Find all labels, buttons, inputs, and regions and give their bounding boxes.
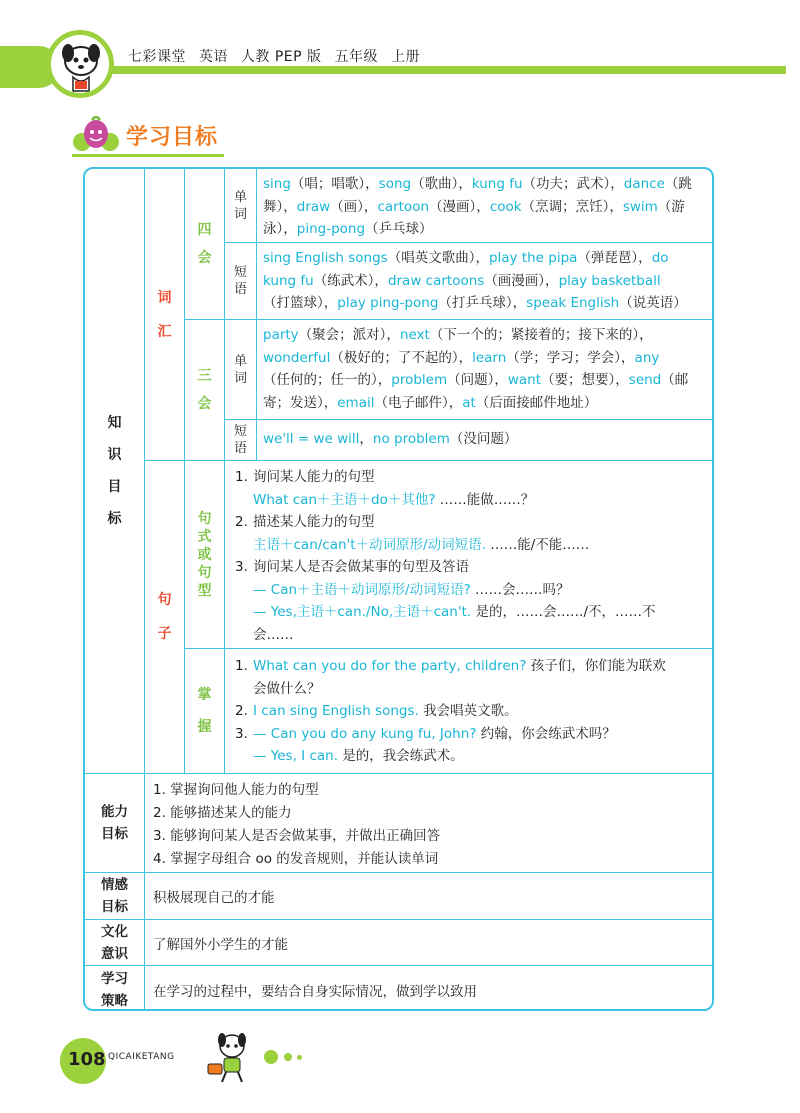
item-title: 描述某人能力的句型 — [253, 514, 375, 530]
word: play the pipa — [488, 250, 578, 266]
text-line — [263, 347, 704, 370]
item-number: 2. — [235, 703, 248, 719]
gloss: ……会……吗？ — [470, 581, 570, 598]
knowledge-goal-label — [85, 169, 145, 774]
gloss: （唱英文歌曲）， — [387, 250, 489, 266]
words-label-four — [225, 169, 257, 243]
word: do — [651, 250, 669, 266]
gloss: 是的，我会练武术。 — [337, 748, 464, 764]
footer-dot-medium — [284, 1053, 292, 1061]
gloss: ……能/不能…… — [485, 536, 590, 553]
gloss: （没问题） — [449, 431, 518, 447]
word: draw cartoons — [387, 272, 485, 289]
footer-brand: QICAIKETANG — [108, 1052, 175, 1062]
text-line — [235, 534, 704, 557]
text-line — [235, 601, 704, 624]
label-char: 单 — [233, 189, 247, 205]
text-line — [263, 173, 704, 196]
word: play ping-pong — [337, 295, 439, 311]
label-char: 会 — [197, 396, 212, 412]
item-number: 3. — [235, 725, 248, 742]
gloss: （极好的；了不起的）， — [330, 349, 473, 366]
emotion-goal-label — [85, 873, 145, 920]
gloss: 我会唱英文歌。 — [418, 703, 518, 719]
gloss: （练武术）， — [313, 272, 388, 289]
text-line — [263, 218, 704, 241]
word: cartoon — [377, 198, 430, 215]
gloss: （打乒乓球）， — [438, 295, 527, 311]
gloss: （问题）， — [447, 372, 508, 388]
word: swim — [622, 198, 658, 215]
gloss: （烹调；烹饪）， — [521, 198, 623, 215]
text-line — [235, 723, 704, 746]
label-char: 汇 — [157, 323, 172, 340]
text-line — [235, 466, 704, 489]
item-title: 询问某人是否会做某事的句型及答语 — [253, 559, 469, 575]
header-band — [0, 66, 786, 74]
phrases-label-three — [225, 420, 257, 461]
mastery-content — [225, 649, 712, 774]
gloss: （唱；唱歌）， — [290, 176, 379, 192]
label-char: 词 — [233, 206, 247, 222]
word: email — [337, 394, 375, 411]
text-line — [263, 369, 704, 392]
word: send — [628, 372, 662, 388]
text-line — [235, 511, 704, 534]
sentence-label — [145, 461, 185, 774]
gloss: （后面接邮件地址） — [475, 394, 598, 411]
word: problem — [391, 372, 448, 388]
text-line — [263, 324, 704, 347]
gloss: （学；学习；学会）， — [506, 349, 635, 366]
label-line: 情感 — [101, 877, 128, 893]
label-line: 目标 — [101, 826, 128, 842]
gloss: 约翰，你会练武术吗？ — [476, 725, 616, 742]
learning-strategy-content — [145, 966, 712, 1011]
text-line — [235, 678, 704, 701]
gloss: （画漫画）， — [484, 272, 559, 289]
vocabulary-label — [145, 169, 185, 461]
label-line: 目标 — [101, 899, 128, 915]
gloss: ， — [359, 431, 373, 447]
text-line — [235, 489, 704, 512]
four-skills-words — [257, 169, 712, 243]
strategy-text: 在学习的过程中，要结合自身实际情况，做到学以致用 — [153, 983, 477, 1000]
ability-item: 3. 能够询问某人是否会做某事，并做出正确回答 — [153, 828, 441, 844]
label-char: 语 — [233, 441, 247, 456]
sentence: — Yes, I can. — [253, 748, 338, 764]
emotion-goal-content — [145, 873, 712, 920]
label-char: 语 — [233, 282, 247, 297]
word: learn — [472, 349, 507, 366]
footer-dot-large — [264, 1050, 278, 1064]
ability-item: 2. 能够描述某人的能力 — [153, 805, 292, 821]
header-grade: 五年级 — [334, 49, 378, 65]
header-edition: 人教 PEP 版 — [240, 49, 322, 65]
title-underline — [72, 154, 224, 157]
word: at — [462, 394, 476, 411]
word: sing English songs — [263, 250, 388, 266]
item-title: 询问某人能力的句型 — [253, 469, 375, 485]
label-line: 能力 — [101, 804, 128, 820]
section-title-block — [72, 114, 226, 156]
word: any — [634, 349, 660, 366]
word: draw — [296, 198, 331, 215]
gloss: 寄；发送）， — [263, 394, 338, 411]
gloss: 是的，……会……/不，……不 — [471, 604, 656, 620]
item-number: 3. — [235, 559, 248, 575]
culture-awareness-content — [145, 920, 712, 966]
gloss: 孩子们，你们能为联欢 — [526, 658, 666, 674]
gloss: （歌曲）， — [411, 176, 472, 192]
word: kung fu — [471, 176, 523, 192]
item-number: 1. — [235, 658, 248, 674]
label-char: 句 — [157, 592, 172, 608]
label-char: 式 — [197, 528, 212, 545]
gloss: （聚会；派对）， — [298, 327, 400, 343]
text-line — [235, 579, 704, 602]
three-skills-label — [185, 320, 225, 461]
gloss: （弹琵琶）， — [577, 250, 652, 266]
text-line — [235, 655, 704, 678]
sentence: — Can you do any kung fu, John? — [253, 725, 477, 742]
emotion-text: 积极展现自己的才能 — [153, 890, 275, 906]
word: dance — [623, 176, 665, 192]
gloss: （跳 — [664, 176, 692, 192]
label-char: 识 — [107, 447, 122, 463]
culture-awareness-label — [85, 920, 145, 966]
gloss: （邮 — [661, 372, 689, 388]
gloss: ……能做……？ — [435, 491, 535, 508]
section-title: 学习目标 — [126, 125, 219, 150]
mastery-label — [185, 649, 225, 774]
gloss: （下一个的；紧接着的；接下来的）， — [429, 327, 653, 343]
label-char: 型 — [197, 582, 212, 599]
learning-strategy-label — [85, 966, 145, 1011]
gloss: （功夫；武术）， — [522, 176, 624, 192]
gloss: （电子邮件）， — [374, 394, 463, 411]
text-line — [263, 247, 704, 270]
header-series: 七彩课堂 — [128, 49, 186, 65]
pattern: What can＋主语＋do＋其他? — [253, 491, 436, 508]
label-char: 子 — [157, 626, 172, 642]
sentence-patterns-content — [225, 461, 712, 649]
label-char: 或 — [197, 546, 212, 563]
text-line — [235, 745, 704, 768]
header-subject: 英语 — [198, 49, 228, 65]
word: want — [507, 372, 542, 388]
word: ping-pong — [296, 221, 366, 237]
four-skills-phrases — [257, 243, 712, 320]
label-char: 词 — [233, 370, 247, 386]
ability-goal-content — [145, 774, 712, 873]
text-line — [263, 292, 704, 315]
text-line — [235, 700, 704, 723]
ability-goal-label — [85, 774, 145, 873]
label-char: 标 — [107, 511, 122, 527]
text-line — [235, 624, 704, 647]
pattern: — Yes,主语＋can./No,主语＋can't. — [253, 604, 472, 620]
word: wonderful — [263, 349, 331, 366]
text-line — [263, 392, 704, 415]
label-line: 策略 — [101, 992, 128, 1009]
word: cook — [489, 198, 522, 215]
label-char: 掌 — [197, 687, 212, 703]
text-line — [235, 556, 704, 579]
item-number: 1. — [235, 469, 248, 485]
gloss: （乒乓球） — [365, 221, 433, 237]
sentence-pattern-label — [185, 461, 225, 649]
header-breadcrumb — [128, 46, 428, 66]
label-char: 短 — [233, 265, 247, 280]
gloss: （游 — [657, 198, 685, 215]
word: no problem — [372, 431, 450, 447]
gloss: 会做什么？ — [253, 680, 321, 697]
footer-mascot-icon — [196, 1028, 260, 1084]
four-skills-label — [185, 169, 225, 320]
ability-item: 4. 掌握字母组合 oo 的发音规则，并能认读单词 — [153, 851, 439, 867]
gloss: 泳）， — [263, 221, 297, 237]
ability-item: 1. 掌握询问他人能力的句型 — [153, 782, 319, 798]
header-volume: 上册 — [390, 49, 420, 65]
gloss: （说英语） — [619, 295, 687, 311]
label-char: 目 — [107, 479, 122, 495]
word: party — [263, 327, 299, 343]
title-character-icon — [72, 116, 122, 154]
gloss: 舞）， — [263, 198, 297, 215]
label-char: 句 — [197, 564, 212, 581]
phrases-label-four — [225, 243, 257, 320]
text-line — [263, 428, 704, 451]
word: kung fu — [263, 272, 314, 289]
label-char: 单 — [233, 353, 247, 369]
sentence: What can you do for the party, children? — [253, 658, 527, 674]
label-char: 词 — [157, 289, 172, 306]
word: speak English — [526, 295, 620, 311]
pattern: — Can＋主语＋动词原形/动词短语? — [253, 581, 471, 598]
item-number: 2. — [235, 514, 248, 530]
culture-text: 了解国外小学生的才能 — [153, 936, 288, 953]
pattern: 主语＋can/can't＋动词原形/动词短语. — [253, 536, 486, 553]
label-char: 三 — [197, 368, 212, 384]
label-char: 会 — [197, 250, 212, 266]
label-line: 学习 — [101, 970, 128, 987]
gloss: （要；想要）， — [541, 372, 629, 388]
sentence: I can sing English songs. — [253, 703, 419, 719]
gloss: （任何的；任一的）， — [263, 372, 392, 388]
word: next — [399, 327, 430, 343]
word: we'll = we will — [263, 431, 360, 447]
label-char: 四 — [197, 222, 212, 238]
label-char: 短 — [233, 424, 247, 439]
label-char: 知 — [107, 415, 122, 431]
gloss: （打篮球）， — [263, 295, 338, 311]
text-line — [263, 270, 704, 293]
word: play basketball — [558, 272, 661, 289]
learning-objectives-table — [83, 167, 714, 1011]
word: song — [378, 176, 412, 192]
label-char: 握 — [197, 719, 212, 735]
gloss: 会…… — [253, 626, 294, 643]
page-number-badge — [60, 1038, 106, 1084]
three-skills-phrases — [257, 420, 712, 461]
gloss: （漫画）， — [429, 198, 490, 215]
word: sing — [263, 176, 291, 192]
label-char: 句 — [197, 510, 212, 527]
text-line — [263, 196, 704, 219]
label-line: 意识 — [101, 945, 128, 962]
words-label-three — [225, 320, 257, 420]
footer-dot-small — [297, 1055, 302, 1060]
header-mascot — [46, 30, 114, 98]
three-skills-words — [257, 320, 712, 420]
gloss: （画）， — [330, 198, 378, 215]
label-line: 文化 — [101, 923, 128, 940]
page-number: 108 — [68, 1049, 106, 1070]
